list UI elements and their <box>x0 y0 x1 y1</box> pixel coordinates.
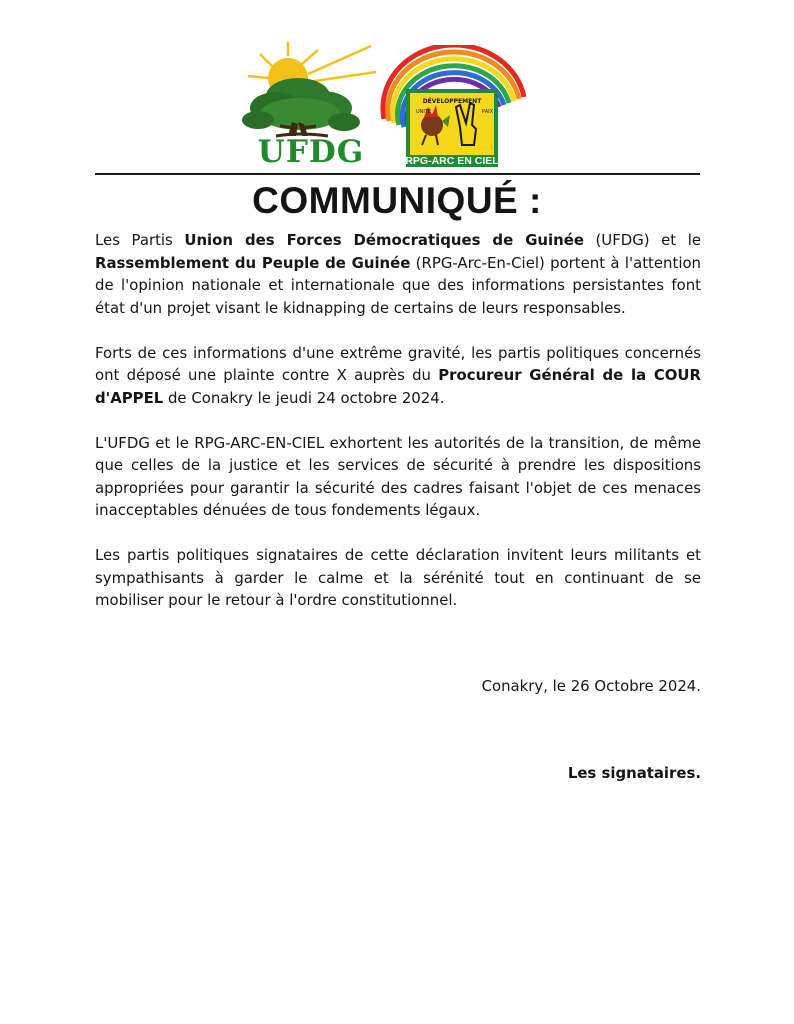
header-divider <box>95 173 700 175</box>
p2-text-a: Forts de ces informations d'une extrême gravité, les partis politiques concernés ont déposé une plainte contre X auprès du <box>95 343 701 384</box>
rpg-logo-text: RPG-ARC EN CIEL <box>405 155 499 167</box>
paragraph-2 <box>95 342 701 410</box>
p1-rpg-name: Rassemblement du Peuple de Guinée <box>95 253 411 272</box>
p1-text-a: Les Partis <box>95 231 185 249</box>
p2-text-c: de Conakry le jeudi 24 octobre 2024. <box>163 388 445 407</box>
place-date: Conakry, le 26 Octobre 2024. <box>481 677 701 695</box>
communique-body <box>95 229 701 634</box>
paragraph-3: L'UFDG et le RPG-ARC-EN-CIEL exhortent les autorités de la transition, de même que celles de la justice et les services de sécurité à prendre les dispositions appropriées pour garantir la sécurité des cadres faisant l'objet de ces menaces inacceptables dénuées de tous fondements légaux. <box>95 433 701 519</box>
p1-text-c: (UFDG) et le <box>583 231 701 249</box>
p1-ufdg-name: Union des Forces Démocratiques de Guinée <box>184 231 584 249</box>
paragraph-4: Les partis politiques signataires de cette déclaration invitent leurs militants et sympathisants à garder le calme et la sérénité tout en continuant de se mobiliser pour le retour à l'ordre constitutionnel. <box>95 546 701 609</box>
paragraph-1 <box>95 229 701 319</box>
p2-procureur: Procureur Général de la COUR d'APPEL <box>95 366 701 407</box>
rpg-left-text: UNITÉ <box>416 109 432 115</box>
rpg-right-text: PAIX <box>482 109 494 115</box>
tree-icon <box>242 78 360 136</box>
rpg-arc-en-ciel-logo <box>378 45 533 170</box>
p1-text-e: (RPG-Arc-En-Ciel) portent à l'attention de l'opinion nationale et internationale que des informations persistantes font état d'un projet visant le kidnapping de certains de leurs responsables. <box>95 253 701 317</box>
header-logos <box>0 0 794 176</box>
page-title: COMMUNIQUÉ : <box>252 180 542 221</box>
ufdg-logo-text: UFDG <box>257 134 365 170</box>
rpg-top-text: DÉVELOPPEMENT <box>422 98 482 105</box>
signature: Les signataires. <box>567 764 701 782</box>
